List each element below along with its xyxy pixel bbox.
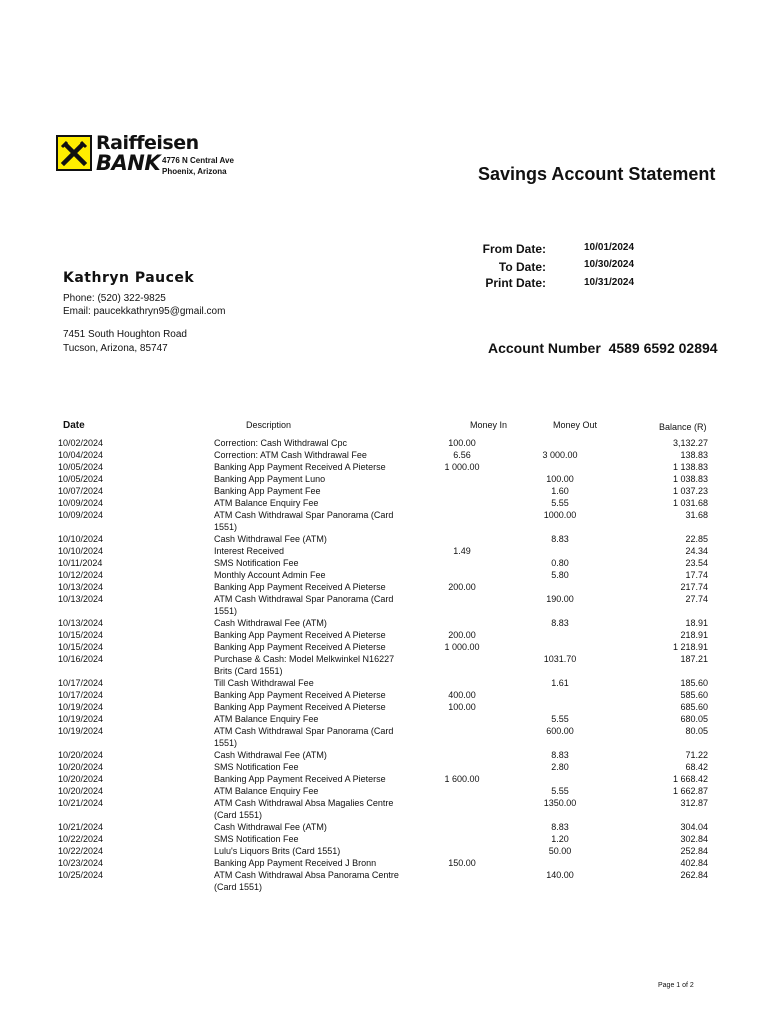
- transaction-date: 10/17/2024: [58, 678, 104, 688]
- from-date-value: 10/01/2024: [584, 242, 635, 253]
- transaction-balance: 27.74: [685, 594, 708, 604]
- transaction-money-out: [510, 689, 610, 701]
- transaction-money-in: [414, 509, 510, 533]
- print-date-value: 10/31/2024: [584, 277, 635, 288]
- transaction-balance: 1 668.42: [672, 774, 708, 784]
- transaction-money-in: 1 000.00: [444, 462, 480, 472]
- transaction-date: 10/21/2024: [58, 822, 104, 832]
- transaction-money-in: [414, 749, 510, 761]
- transaction-money-in: [414, 797, 510, 821]
- transaction-description: Purchase & Cash: Model Melkwinkel N16227 Brits (Card 1551): [214, 654, 395, 676]
- table-row: [58, 797, 708, 821]
- table-row: [58, 761, 708, 773]
- transaction-date: 10/09/2024: [58, 510, 104, 520]
- customer-address-line2: Tucson, Arizona, 85747: [63, 343, 168, 354]
- transaction-money-in: [414, 485, 510, 497]
- transaction-money-in: 1.49: [453, 546, 471, 556]
- table-row: [58, 629, 708, 641]
- transaction-money-in: 100.00: [448, 438, 476, 448]
- transaction-balance: 3,132.27: [672, 438, 708, 448]
- transaction-date: 10/25/2024: [58, 870, 104, 880]
- to-date-value: 10/30/2024: [584, 259, 635, 270]
- transaction-balance: 22.85: [685, 534, 708, 544]
- transaction-description: ATM Cash Withdrawal Spar Panorama (Card 1551): [214, 510, 394, 532]
- table-row: [58, 593, 708, 617]
- table-row: [58, 437, 708, 449]
- transaction-description: ATM Balance Enquiry Fee: [214, 714, 319, 724]
- table-row: [58, 545, 708, 557]
- table-row: [58, 617, 708, 629]
- table-row: [58, 725, 708, 749]
- transaction-date: 10/23/2024: [58, 858, 104, 868]
- customer-phone: Phone: (520) 322-9825: [63, 293, 166, 304]
- transaction-date: 10/12/2024: [58, 570, 104, 580]
- transaction-description: Banking App Payment Received A Pieterse: [214, 642, 386, 652]
- transaction-date: 10/13/2024: [58, 594, 104, 604]
- transaction-money-in: 150.00: [448, 858, 476, 868]
- transaction-money-in: [414, 713, 510, 725]
- transaction-date: 10/10/2024: [58, 534, 104, 544]
- transaction-money-out: [510, 629, 610, 641]
- transaction-date: 10/16/2024: [58, 654, 104, 664]
- transaction-balance: 304.04: [680, 822, 708, 832]
- transaction-balance: 585.60: [680, 690, 708, 700]
- transaction-description: ATM Cash Withdrawal Absa Magalies Centre (Card 1551): [214, 798, 394, 820]
- column-header-money-in: Money In: [470, 420, 508, 430]
- transaction-description: SMS Notification Fee: [214, 762, 299, 772]
- transaction-balance: 24.34: [685, 546, 708, 556]
- transaction-description: Cash Withdrawal Fee (ATM): [214, 534, 327, 544]
- column-header-money-out: Money Out: [553, 420, 598, 430]
- transaction-balance: 680.05: [680, 714, 708, 724]
- transaction-balance: 31.68: [685, 510, 708, 520]
- transaction-date: 10/20/2024: [58, 786, 104, 796]
- transaction-money-out: 5.80: [551, 570, 569, 580]
- transaction-balance: 685.60: [680, 702, 708, 712]
- table-row: [58, 449, 708, 461]
- transaction-balance: 218.91: [680, 630, 708, 640]
- transaction-money-in: 200.00: [448, 582, 476, 592]
- table-row: [58, 677, 708, 689]
- transaction-money-in: [414, 569, 510, 581]
- bank-logo-icon: [56, 135, 92, 171]
- transaction-description: SMS Notification Fee: [214, 558, 299, 568]
- transaction-balance: 312.87: [680, 798, 708, 808]
- transaction-description: Banking App Payment Received A Pieterse: [214, 462, 386, 472]
- transaction-balance: 1 218.91: [672, 642, 708, 652]
- transaction-date: 10/04/2024: [58, 450, 104, 460]
- transaction-money-in: [414, 557, 510, 569]
- transaction-money-out: 8.83: [551, 822, 569, 832]
- transaction-money-in: [414, 653, 510, 677]
- table-row: [58, 557, 708, 569]
- transaction-money-out: [510, 773, 610, 785]
- account-number-label: Account Number: [488, 340, 601, 356]
- print-date-label: Print Date:: [485, 276, 546, 290]
- page-number: Page 1 of 2: [658, 982, 694, 989]
- transaction-money-out: 8.83: [551, 534, 569, 544]
- transaction-balance: 71.22: [685, 750, 708, 760]
- table-row: [58, 497, 708, 509]
- transaction-balance: 80.05: [685, 726, 708, 736]
- column-header-description: Description: [246, 420, 292, 430]
- transaction-description: Lulu's Liquors Brits (Card 1551): [214, 846, 341, 856]
- transaction-date: 10/19/2024: [58, 714, 104, 724]
- transaction-description: SMS Notification Fee: [214, 834, 299, 844]
- transaction-money-in: [414, 677, 510, 689]
- transaction-description: Banking App Payment Luno: [214, 474, 326, 484]
- column-header-balance: Balance (R): [659, 422, 707, 432]
- transaction-money-in: 6.56: [453, 450, 471, 460]
- transaction-description: Correction: ATM Cash Withdrawal Fee: [214, 450, 367, 460]
- transaction-description: ATM Cash Withdrawal Absa Panorama Centre (Card 1551): [214, 870, 399, 892]
- transaction-description: ATM Balance Enquiry Fee: [214, 786, 319, 796]
- bank-name-line1: Raiffeisen: [96, 132, 199, 154]
- transaction-date: 10/11/2024: [58, 558, 103, 568]
- transaction-date: 10/13/2024: [58, 618, 104, 628]
- transaction-balance: 302.84: [680, 834, 708, 844]
- table-row: [58, 833, 708, 845]
- table-row: [58, 569, 708, 581]
- transaction-balance: 23.54: [685, 558, 708, 568]
- transaction-description: Banking App Payment Fee: [214, 486, 321, 496]
- transaction-money-in: [414, 845, 510, 857]
- transaction-description: ATM Cash Withdrawal Spar Panorama (Card 1551): [214, 726, 394, 748]
- transaction-money-out: 50.00: [548, 846, 572, 856]
- transaction-money-out: [510, 545, 610, 557]
- bank-address-line2: Phoenix, Arizona: [162, 167, 227, 176]
- customer-name: Kathryn Paucek: [63, 270, 195, 286]
- table-row: [58, 845, 708, 857]
- transaction-money-out: 1031.70: [543, 654, 577, 664]
- transaction-description: Correction: Cash Withdrawal Cpc: [214, 438, 348, 448]
- transaction-date: 10/15/2024: [58, 642, 104, 652]
- transaction-balance: 252.84: [680, 846, 708, 856]
- table-row: [58, 641, 708, 653]
- transaction-money-out: 100.00: [546, 474, 574, 484]
- transaction-money-in: 1 600.00: [444, 774, 480, 784]
- transaction-money-in: [414, 869, 510, 893]
- transaction-balance: 262.84: [680, 870, 708, 880]
- transaction-balance: 1 662.87: [672, 786, 708, 796]
- transaction-money-in: [414, 761, 510, 773]
- transaction-description: Banking App Payment Received J Bronn: [214, 858, 377, 868]
- account-number-value: 4589 6592 02894: [608, 340, 718, 356]
- customer-address-line1: 7451 South Houghton Road: [63, 329, 187, 340]
- statement-title: Savings Account Statement: [478, 164, 716, 184]
- transaction-money-in: 200.00: [448, 630, 476, 640]
- transaction-money-in: 1 000.00: [444, 642, 480, 652]
- transaction-balance: 1 031.68: [672, 498, 708, 508]
- transaction-description: Banking App Payment Received A Pieterse: [214, 690, 386, 700]
- transaction-description: Cash Withdrawal Fee (ATM): [214, 618, 327, 628]
- transaction-description: Banking App Payment Received A Pieterse: [214, 774, 386, 784]
- transaction-date: 10/15/2024: [58, 630, 104, 640]
- table-row: [58, 461, 708, 473]
- transaction-money-out: 140.00: [546, 870, 574, 880]
- transaction-money-out: 600.00: [546, 726, 574, 736]
- transaction-date: 10/17/2024: [58, 690, 104, 700]
- transaction-balance: 1 138.83: [672, 462, 708, 472]
- transaction-date: 10/21/2024: [58, 798, 104, 808]
- transaction-description: Monthly Account Admin Fee: [214, 570, 326, 580]
- transaction-date: 10/05/2024: [58, 474, 104, 484]
- transaction-date: 10/13/2024: [58, 582, 104, 592]
- crossed-gables-icon: [58, 137, 90, 169]
- transaction-money-in: [414, 785, 510, 797]
- transaction-money-out: 190.00: [546, 594, 574, 604]
- transaction-money-out: [510, 701, 610, 713]
- transaction-date: 10/20/2024: [58, 750, 104, 760]
- transaction-balance: 217.74: [680, 582, 708, 592]
- transaction-money-out: [510, 641, 610, 653]
- transaction-balance: 68.42: [685, 762, 708, 772]
- transaction-money-in: [414, 725, 510, 749]
- transaction-date: 10/05/2024: [58, 462, 104, 472]
- transaction-date: 10/19/2024: [58, 702, 104, 712]
- transaction-description: Banking App Payment Received A Pieterse: [214, 630, 386, 640]
- table-row: [58, 653, 708, 677]
- transaction-money-in: [414, 497, 510, 509]
- transaction-date: 10/22/2024: [58, 846, 104, 856]
- transaction-date: 10/22/2024: [58, 834, 104, 844]
- transaction-description: ATM Balance Enquiry Fee: [214, 498, 319, 508]
- transaction-money-out: 5.55: [551, 786, 569, 796]
- customer-email: Email: paucekkathryn95@gmail.com: [63, 306, 226, 317]
- transactions-body: [58, 437, 708, 893]
- transaction-money-in: 100.00: [448, 702, 476, 712]
- transaction-balance: 402.84: [680, 858, 708, 868]
- transaction-money-out: [510, 581, 610, 593]
- transaction-money-out: 1.61: [551, 678, 569, 688]
- table-row: [58, 485, 708, 497]
- transaction-money-out: [510, 857, 610, 869]
- transaction-date: 10/20/2024: [58, 762, 104, 772]
- table-row: [58, 821, 708, 833]
- transaction-balance: 185.60: [680, 678, 708, 688]
- transaction-money-in: [414, 473, 510, 485]
- table-row: [58, 509, 708, 533]
- table-row: [58, 713, 708, 725]
- transaction-money-out: 1350.00: [543, 798, 577, 808]
- transaction-balance: 18.91: [685, 618, 708, 628]
- transaction-money-out: 1000.00: [543, 510, 577, 520]
- transaction-balance: 1 038.83: [672, 474, 708, 484]
- transaction-date: 10/02/2024: [58, 438, 104, 448]
- transaction-balance: 138.83: [680, 450, 708, 460]
- transaction-date: 10/07/2024: [58, 486, 104, 496]
- table-row: [58, 701, 708, 713]
- table-row: [58, 773, 708, 785]
- transaction-money-out: 5.55: [551, 498, 569, 508]
- transaction-balance: 187.21: [680, 654, 708, 664]
- transaction-money-out: 5.55: [551, 714, 569, 724]
- transaction-money-in: [414, 617, 510, 629]
- to-date-label: To Date:: [498, 260, 546, 274]
- transaction-date: 10/19/2024: [58, 726, 104, 736]
- transaction-description: Banking App Payment Received A Pieterse: [214, 582, 386, 592]
- table-row: [58, 749, 708, 761]
- transaction-money-in: [414, 593, 510, 617]
- transaction-money-out: [510, 461, 610, 473]
- from-date-label: From Date:: [482, 242, 546, 256]
- transaction-description: Banking App Payment Received A Pieterse: [214, 702, 386, 712]
- transaction-balance: 17.74: [685, 570, 708, 580]
- transaction-money-out: 1.60: [551, 486, 569, 496]
- transaction-description: Cash Withdrawal Fee (ATM): [214, 750, 327, 760]
- table-row: [58, 473, 708, 485]
- bank-name-line2: BANK: [96, 151, 161, 175]
- transaction-money-in: [414, 833, 510, 845]
- transaction-description: Interest Received: [214, 546, 285, 556]
- transaction-description: Cash Withdrawal Fee (ATM): [214, 822, 327, 832]
- table-row: [58, 581, 708, 593]
- transaction-money-in: [414, 821, 510, 833]
- transaction-money-out: [510, 437, 610, 449]
- transaction-money-in: [414, 533, 510, 545]
- account-number: [488, 340, 718, 356]
- transaction-money-out: 8.83: [551, 618, 569, 628]
- transaction-description: ATM Cash Withdrawal Spar Panorama (Card 1551): [214, 594, 394, 616]
- transaction-date: 10/10/2024: [58, 546, 104, 556]
- bank-address-line1: 4776 N Central Ave: [162, 156, 234, 165]
- table-row: [58, 869, 708, 893]
- transaction-money-in: 400.00: [448, 690, 476, 700]
- transaction-description: Till Cash Withdrawal Fee: [214, 678, 314, 688]
- transaction-balance: 1 037.23: [672, 486, 708, 496]
- table-row: [58, 689, 708, 701]
- transaction-date: 10/09/2024: [58, 498, 104, 508]
- table-row: [58, 533, 708, 545]
- table-row: [58, 857, 708, 869]
- transaction-date: 10/20/2024: [58, 774, 104, 784]
- transaction-money-out: 1.20: [551, 834, 569, 844]
- column-header-date: Date: [63, 420, 85, 431]
- transaction-money-out: 3 000.00: [542, 450, 578, 460]
- table-row: [58, 785, 708, 797]
- transaction-money-out: 0.80: [551, 558, 569, 568]
- transaction-money-out: 8.83: [551, 750, 569, 760]
- transaction-money-out: 2.80: [551, 762, 569, 772]
- transactions-table: [58, 437, 708, 893]
